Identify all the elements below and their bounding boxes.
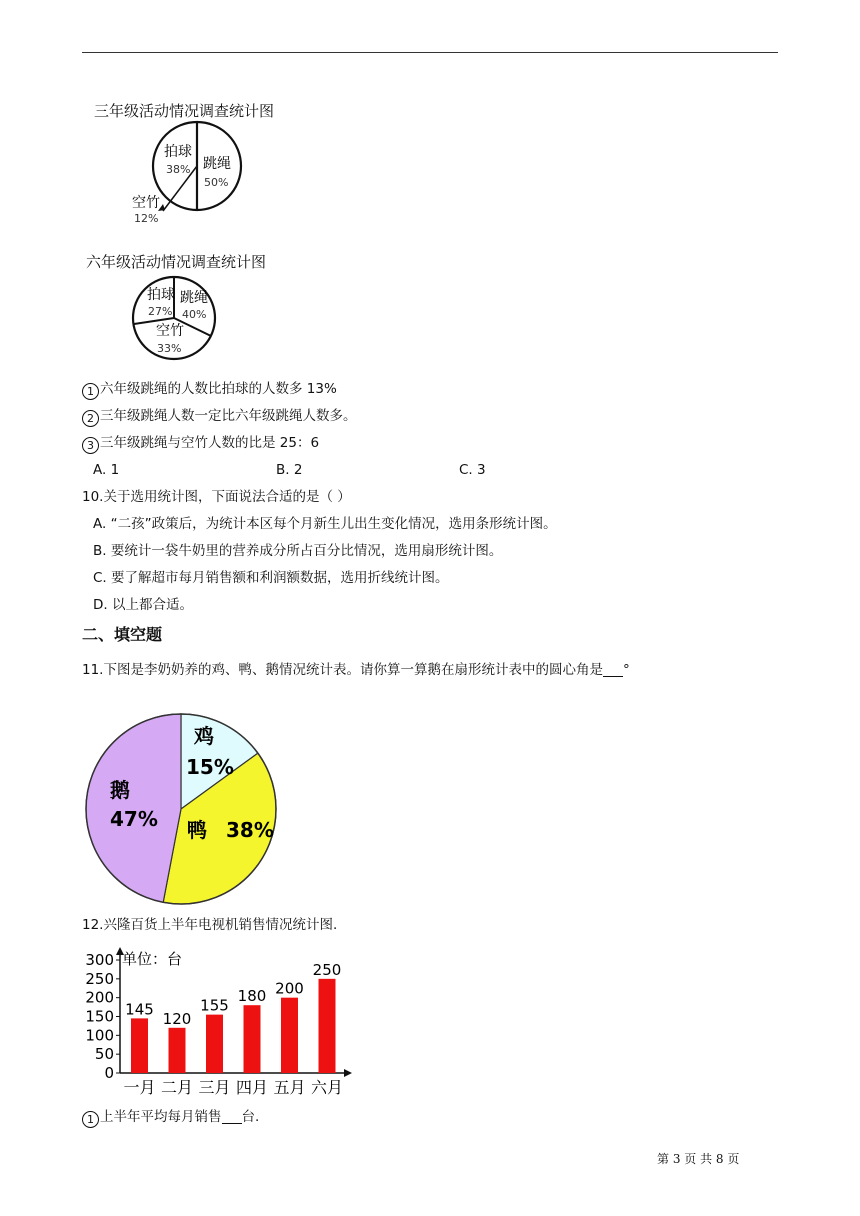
y-tick-label-0: 0 (104, 1064, 114, 1082)
bar-2 (206, 1015, 223, 1073)
grade3-slice-pct-2: 12% (134, 212, 159, 225)
poultry-slice-label-2: 鹅 (110, 778, 130, 802)
y-tick-label-3: 150 (85, 1007, 114, 1026)
bar-value-label-1: 120 (162, 1009, 192, 1028)
bar-4 (281, 998, 298, 1073)
bar-value-label-0: 145 (125, 1000, 154, 1019)
bar-5 (319, 979, 336, 1073)
poultry-slice-label-1: 鸭 (187, 818, 207, 842)
x-tick-label-1: 二月 (160, 1078, 194, 1097)
q12-stem: 12.兴隆百货上半年电视机销售情况统计图. (82, 917, 338, 933)
q9-option-c[interactable]: C. 3 (459, 462, 486, 478)
poultry-slice-pct-0: 15% (186, 755, 234, 779)
grade3-chart-title: 三年级活动情况调查统计图 (94, 102, 275, 120)
bar-1 (169, 1028, 186, 1073)
q9-statement-2: 2 三年级跳绳人数一定比六年级跳绳人数多。 (82, 407, 357, 427)
grade6-slice-label-0: 跳绳 (180, 290, 208, 306)
q10-option-c[interactable]: C. 要了解超市每月销售额和利润额数据，选用折线统计图。 (93, 570, 449, 586)
grade3-slice-pct-1: 38% (166, 163, 191, 176)
grade6-slice-pct-0: 40% (182, 308, 207, 321)
grade6-slice-label-1: 拍球 (147, 287, 175, 303)
q11-answer-blank[interactable] (603, 662, 623, 677)
bar-value-label-3: 180 (237, 987, 267, 1006)
grade6-chart-title: 六年级活动情况调查统计图 (86, 253, 267, 271)
bar-chart-category-labels (123, 1078, 343, 1097)
poultry-slice-pct-2: 47% (110, 807, 158, 831)
x-tick-label-3: 四月 (235, 1078, 269, 1097)
bar-chart-value-labels (125, 961, 341, 1028)
y-tick-label-5: 250 (85, 969, 114, 988)
q10-option-a[interactable]: A. “二孩”政策后，为统计本区每个月新生儿出生变化情况，选用条形统计图。 (93, 516, 557, 532)
x-tick-label-2: 三月 (198, 1078, 231, 1097)
grade3-slice-pct-0: 50% (204, 176, 229, 189)
grade6-slice-label-2: 空竹 (156, 323, 184, 339)
grade6-slice-pct-1: 27% (148, 305, 173, 318)
q10-option-d[interactable]: D. 以上都合适。 (93, 597, 193, 613)
tv-sales-bar-chart (82, 945, 367, 1100)
grade3-slice-label-1: 拍球 (164, 144, 192, 160)
poultry-pie-chart (84, 712, 284, 912)
bar-value-label-5: 250 (312, 960, 342, 979)
q11-stem: 11.下图是李奶奶养的鸡、鸭、鹅情况统计表。请你算一算鹅在扇形统计表中的圆心角是 ° (82, 662, 630, 678)
bar-chart-bars (131, 979, 336, 1073)
q12-sub1: 1 上半年平均每月销售 台. (82, 1108, 259, 1128)
bar-chart-unit-label: 单位：台 (122, 950, 183, 968)
page-footer: 第 3 页 共 8 页 (657, 1152, 740, 1166)
x-tick-label-5: 六月 (310, 1078, 344, 1097)
y-tick-label-4: 200 (85, 988, 114, 1007)
y-tick-label-1: 50 (94, 1045, 114, 1064)
q10-option-b[interactable]: B. 要统计一袋牛奶里的营养成分所占百分比情况，选用扇形统计图。 (93, 543, 503, 559)
grade3-slice-label-0: 跳绳 (203, 156, 231, 172)
section-heading: 二、填空题 (82, 625, 163, 644)
grade6-slice-pct-2: 33% (157, 342, 182, 355)
x-tick-label-0: 一月 (123, 1078, 156, 1097)
bar-value-label-2: 155 (200, 996, 229, 1015)
header-rule (82, 52, 778, 53)
q12-answer-blank[interactable] (222, 1109, 242, 1124)
y-tick-label-2: 100 (85, 1026, 114, 1045)
x-axis-arrow (344, 1069, 352, 1077)
bar-value-label-4: 200 (275, 979, 304, 998)
y-tick-label-6: 300 (85, 951, 114, 969)
poultry-slice-label-0: 鸡 (194, 724, 214, 748)
bar-chart-y-tick-labels (85, 951, 120, 1082)
grade6-pie-chart (128, 272, 228, 366)
grade3-slice-label-2: 空竹 (132, 195, 160, 211)
bar-3 (244, 1005, 261, 1073)
x-tick-label-4: 五月 (273, 1078, 306, 1097)
q9-statement-3: 3 三年级跳绳与空竹人数的比是 25：6 (82, 434, 319, 454)
q9-option-b[interactable]: B. 2 (276, 462, 303, 478)
q9-option-a[interactable]: A. 1 (93, 462, 120, 478)
q10-stem: 10.关于选用统计图，下面说法合适的是（ ） (82, 489, 351, 505)
poultry-slice-pct-1: 38% (226, 818, 274, 842)
grade3-pie-chart (120, 118, 250, 228)
q9-statement-1: 1 六年级跳绳的人数比拍球的人数多 13% (82, 380, 337, 400)
bar-0 (131, 1018, 148, 1073)
